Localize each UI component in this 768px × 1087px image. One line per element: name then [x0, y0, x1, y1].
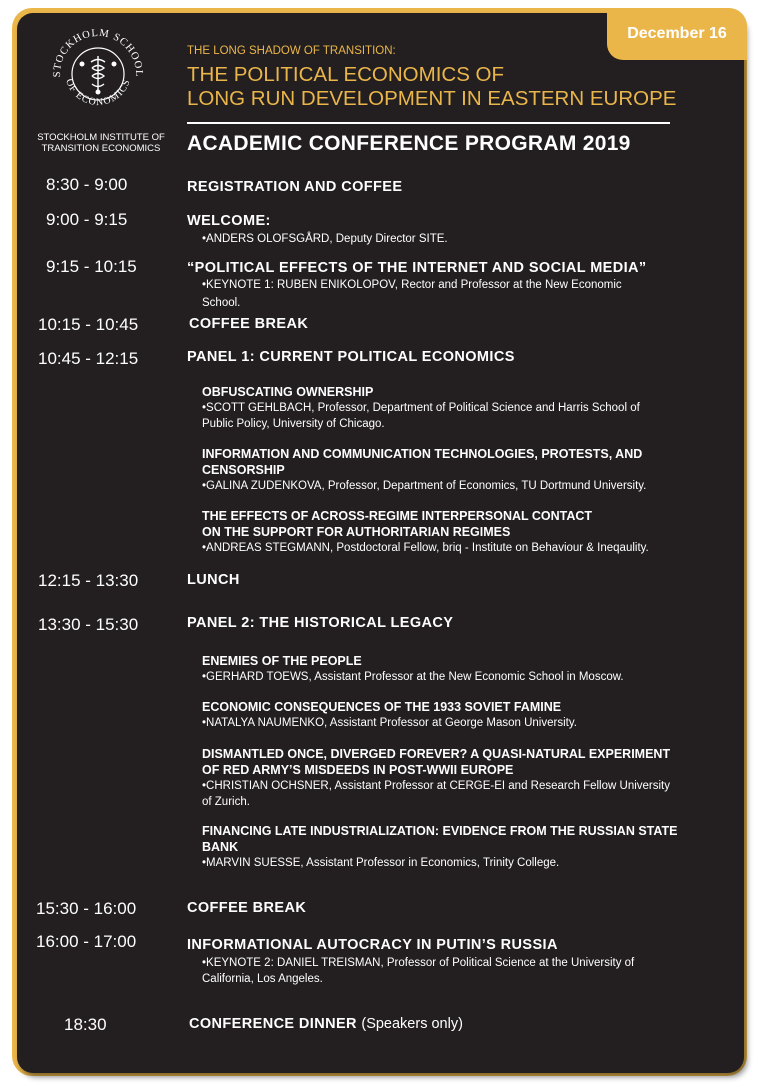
- session-detail: School.: [202, 297, 241, 309]
- talk-title: INFORMATION AND COMMUNICATION TECHNOLOGIES, PROTESTS, AND: [202, 447, 643, 461]
- talk-title: ENEMIES OF THE PEOPLE: [202, 654, 362, 668]
- dinner-note: (Speakers only): [361, 1016, 463, 1032]
- talk-speaker: •CHRISTIAN OCHSNER, Assistant Professor at CERGE-EI and Research Fellow University: [202, 780, 670, 792]
- time-slot: 8:30 - 9:00: [46, 175, 128, 194]
- talk-title: OBFUSCATING OWNERSHIP: [202, 385, 374, 399]
- title-line-2: LONG RUN DEVELOPMENT IN EASTERN EUROPE: [187, 87, 677, 110]
- talk-speaker: •MARVIN SUESSE, Assistant Professor in Economics, Trinity College.: [202, 857, 560, 869]
- session-title: REGISTRATION AND COFFEE: [187, 179, 403, 195]
- talk-title: CENSORSHIP: [202, 463, 285, 477]
- talk-speaker: •NATALYA NAUMENKO, Assistant Professor at George Mason University.: [202, 717, 577, 729]
- session-title: PANEL 1: CURRENT POLITICAL ECONOMICS: [187, 349, 515, 365]
- conference-kicker: THE LONG SHADOW OF TRANSITION:: [187, 45, 396, 57]
- session-detail: •ANDERS OLOFSGÅRD, Deputy Director SITE.: [202, 233, 448, 245]
- talk-title: DISMANTLED ONCE, DIVERGED FOREVER? A QUASI-NATURAL EXPERIMENT: [202, 747, 671, 761]
- talk-title: FINANCING LATE INDUSTRIALIZATION: EVIDENCE FROM THE RUSSIAN STATE: [202, 824, 678, 838]
- school-seal-logo: [46, 22, 150, 126]
- dinner-title: CONFERENCE DINNER: [189, 1016, 357, 1032]
- logo-text-top: STOCKHOLM SCHOOL: [51, 27, 145, 78]
- time-slot: 15:30 - 16:00: [36, 899, 137, 918]
- time-slot: 10:15 - 10:45: [38, 315, 139, 334]
- talk-speaker: •GALINA ZUDENKOVA, Professor, Department of Economics, TU Dortmund University.: [202, 480, 647, 492]
- time-slot: 16:00 - 17:00: [36, 932, 137, 951]
- header-divider: [187, 122, 670, 124]
- talk-title: BANK: [202, 840, 239, 854]
- time-slot: 12:15 - 13:30: [38, 571, 139, 590]
- talk-title: OF RED ARMY’S MISDEEDS IN POST-WWII EUROPE: [202, 763, 514, 777]
- program-title: ACADEMIC CONFERENCE PROGRAM 2019: [187, 132, 631, 155]
- talk-title: ON THE SUPPORT FOR AUTHORITARIAN REGIMES: [202, 525, 511, 539]
- session-title: [189, 1016, 463, 1032]
- session-detail: •KEYNOTE 2: DANIEL TREISMAN, Professor of Political Science at the University of: [202, 957, 635, 969]
- session-title: PANEL 2: THE HISTORICAL LEGACY: [187, 615, 454, 631]
- talk-title: ECONOMIC CONSEQUENCES OF THE 1933 SOVIET FAMINE: [202, 700, 562, 714]
- session-title: INFORMATIONAL AUTOCRACY IN PUTIN’S RUSSIA: [187, 937, 558, 953]
- talk-speaker: •ANDREAS STEGMANN, Postdoctoral Fellow, briq - Institute on Behaviour & Ineqaulity.: [202, 542, 649, 554]
- talk-speaker: of Zurich.: [202, 796, 250, 808]
- time-slot: 13:30 - 15:30: [38, 615, 139, 634]
- session-title: WELCOME:: [187, 213, 271, 229]
- session-title: COFFEE BREAK: [189, 316, 309, 332]
- institute-name: STOCKHOLM INSTITUTE OF TRANSITION ECONOMICS: [37, 132, 165, 154]
- time-slot: 10:45 - 12:15: [38, 349, 139, 368]
- talk-title: THE EFFECTS OF ACROSS-REGIME INTERPERSONAL CONTACT: [202, 509, 593, 523]
- time-slot: 18:30: [64, 1015, 107, 1034]
- session-detail: California, Los Angeles.: [202, 973, 323, 985]
- date-tab: December 16: [607, 8, 747, 60]
- logo-text-bottom: OF ECONOMICS: [63, 77, 133, 109]
- conference-title: [187, 63, 676, 111]
- session-detail: •KEYNOTE 1: RUBEN ENIKOLOPOV, Rector and Professor at the New Economic: [202, 279, 622, 291]
- time-slot: 9:00 - 9:15: [46, 210, 128, 229]
- session-title: LUNCH: [187, 572, 240, 588]
- talk-speaker: Public Policy, University of Chicago.: [202, 418, 385, 430]
- title-line-1: THE POLITICAL ECONOMICS OF: [187, 63, 505, 86]
- session-title: COFFEE BREAK: [187, 900, 307, 916]
- talk-speaker: •SCOTT GEHLBACH, Professor, Department of Political Science and Harris School of: [202, 402, 640, 414]
- talk-speaker: •GERHARD TOEWS, Assistant Professor at the New Economic School in Moscow.: [202, 671, 624, 683]
- time-slot: 9:15 - 10:15: [46, 257, 137, 276]
- session-title: “POLITICAL EFFECTS OF THE INTERNET AND SOCIAL MEDIA”: [187, 260, 647, 276]
